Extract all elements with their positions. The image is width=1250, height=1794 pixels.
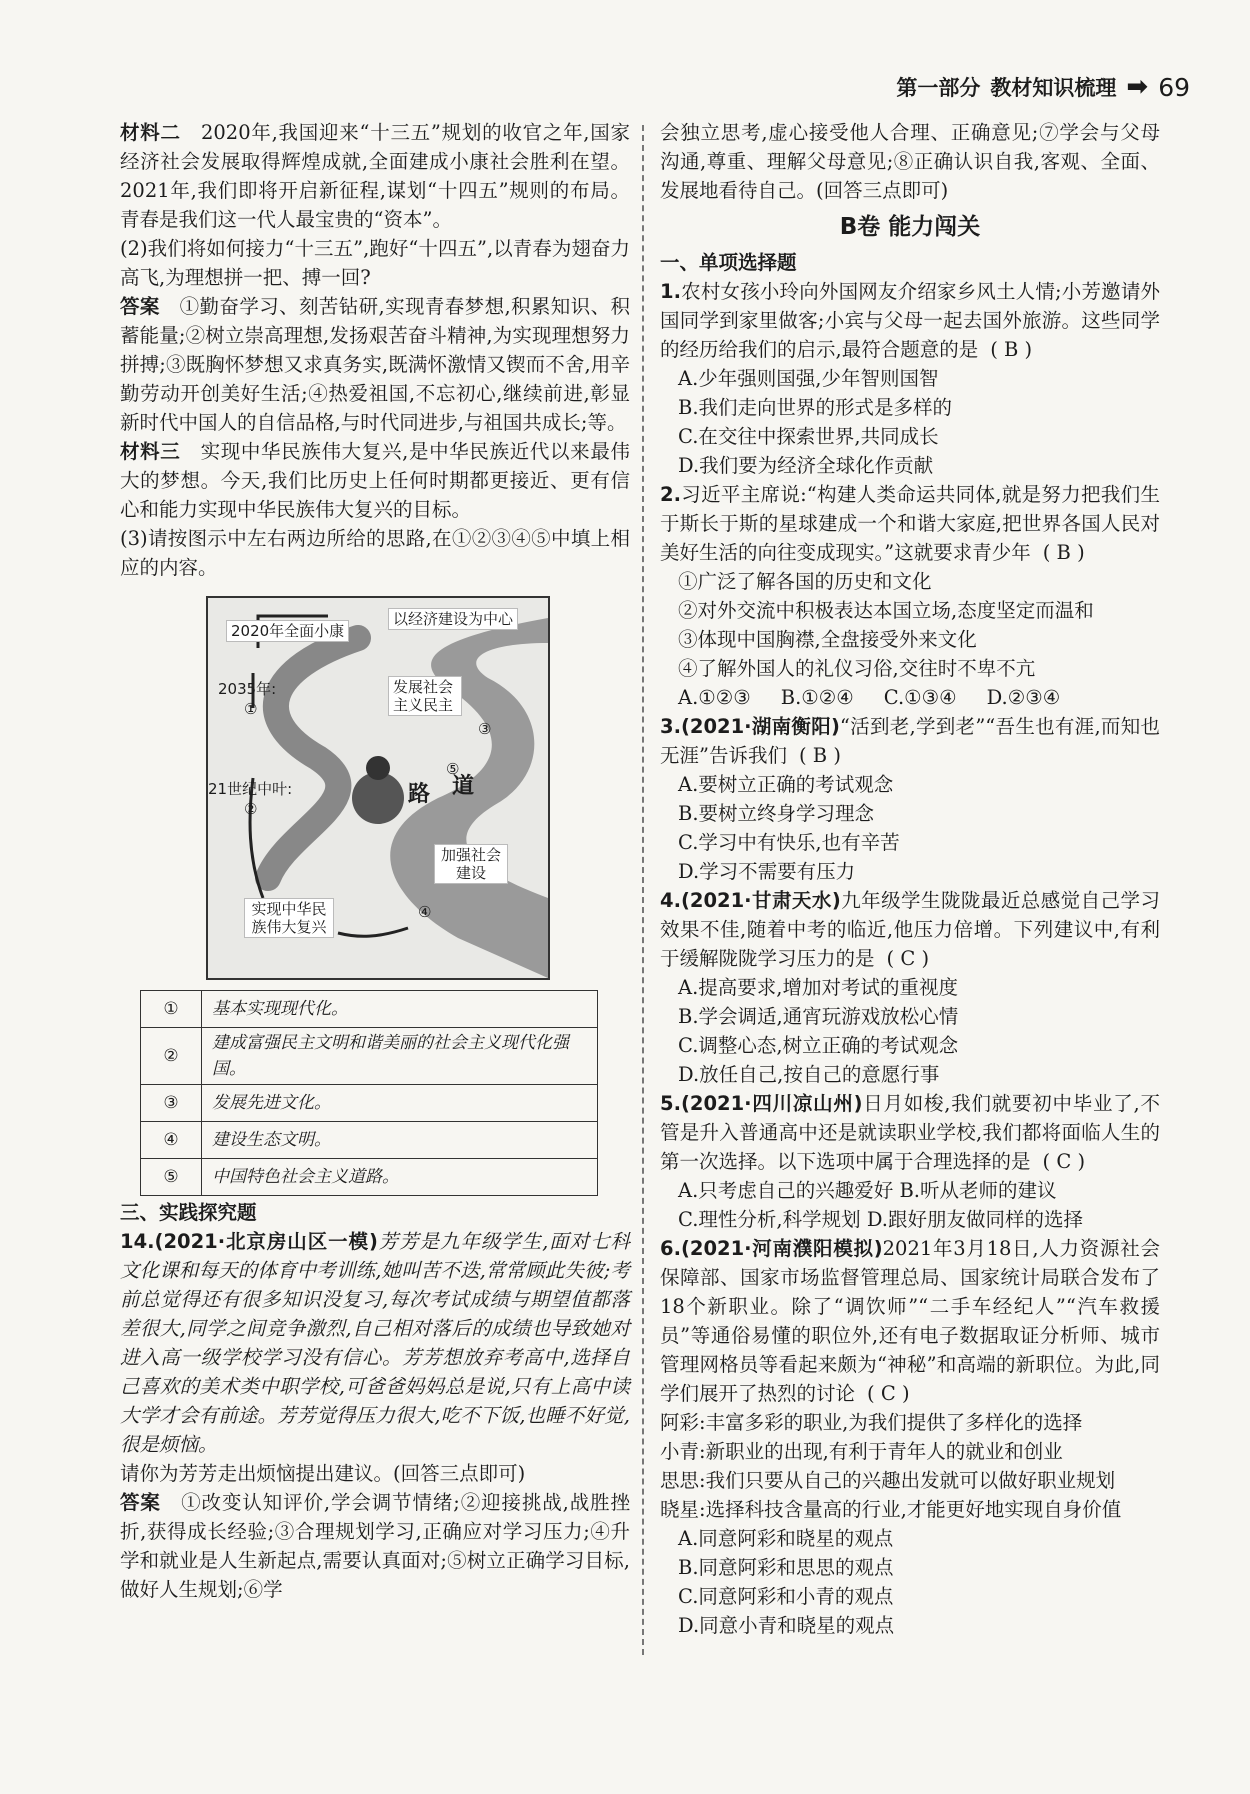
column-divider <box>642 125 644 1655</box>
q2-statement-1: ①广泛了解各国的历史和文化 <box>678 570 932 593</box>
q6-option-d: D.同意小青和晓星的观点 <box>678 1614 895 1637</box>
material-2-text: 2020年,我国迎来“十三五”规划的收官之年,国家经济社会发展取得辉煌成就,全面建成小康社会胜利在望。2021年,我们即将开启新征程,谋划“十四五”规则的布局。青春是我们这一代人最宝贵的“资本”。 <box>120 121 630 231</box>
q4-stem <box>660 886 1160 973</box>
header-title: 教材知识梳理 <box>990 76 1117 100</box>
q4-text: 九年级学生陇陇最近总感觉自己学习效果不佳,随着中考的临近,他压力倍增。下列建议中,有利于缓解陇陇学习压力的是 <box>660 889 1160 970</box>
answer-label: 答案 <box>120 1491 161 1514</box>
header-section: 第一部分 <box>896 76 981 100</box>
arrow-right-icon: ➡ <box>1126 72 1149 102</box>
q3-stem <box>660 712 1160 770</box>
table-cell-answer: 中国特色社会主义道路。 <box>202 1159 598 1196</box>
q5-source: (2021·四川凉山州) <box>680 1092 863 1115</box>
arrow-path-bottom <box>338 928 408 936</box>
q3-option-c: C.学习中有快乐,也有辛苦 <box>678 831 900 854</box>
q14-ask: 请你为芳芳走出烦恼提出建议。(回答三点即可) <box>120 1462 526 1485</box>
table-cell-answer: 发展先进文化。 <box>202 1085 598 1122</box>
label-2035: 2035年: <box>218 680 277 698</box>
q1-option-b: B.我们走向世界的形式是多样的 <box>678 396 953 419</box>
q5-options-ab: A.只考虑自己的兴趣爱好 B.听从老师的建议 <box>678 1179 1057 1202</box>
q2-option-d: D.②③④ <box>986 686 1061 709</box>
q2-number: 2. <box>660 483 681 506</box>
answer-14 <box>120 1488 630 1604</box>
table-cell-answer: 建成富强民主文明和谐美丽的社会主义现代化强国。 <box>202 1028 598 1085</box>
q4-answer: ( C ) <box>886 947 930 970</box>
question-14 <box>120 1227 630 1459</box>
table-row <box>141 1122 598 1159</box>
q6-text: 2021年3月18日,人力资源社会保障部、国家市场监督管理总局、国家统计局联合发布了18个新职业。除了“调饮师”“二手车经纪人”“汽车救援员”等通俗易懂的职位外,还有电子数据取证分析师、城市管理网格员等看起来颇为“神秘”和高端的新职位。为此,同学们展开了热烈的讨论 <box>660 1237 1160 1405</box>
q6-view-acai: 阿彩:丰富多彩的职业,为我们提供了多样化的选择 <box>660 1411 1083 1434</box>
material-2-label: 材料二 <box>120 121 181 144</box>
table-cell-num: ④ <box>141 1122 202 1159</box>
material-3-text: 实现中华民族伟大复兴,是中华民族近代以来最伟大的梦想。今天,我们比历史上任何时期都更接近、更有信心和能力实现中华民族伟大复兴的目标。 <box>120 440 630 521</box>
table-cell-num: ⑤ <box>141 1159 202 1196</box>
q5-stem <box>660 1089 1160 1176</box>
label-democracy: 发展社会主义民主 <box>388 676 462 716</box>
fill-table <box>140 990 598 1196</box>
table-row <box>141 1159 598 1196</box>
q1-answer: ( B ) <box>990 338 1033 361</box>
label-21st-century: 21世纪中叶: <box>208 780 293 798</box>
q2-option-b: B.①②④ <box>780 686 854 709</box>
q6-option-a: A.同意阿彩和晓星的观点 <box>678 1527 894 1550</box>
circle-2: ② <box>244 800 258 818</box>
q3-option-a: A.要树立正确的考试观念 <box>678 773 894 796</box>
q14-text: 芳芳是九年级学生,面对七科文化课和每天的体育中考训练,她叫苦不迭,常常顾此失彼;考前总觉得还有很多知识没复习,每次考试成绩与期望值都落差很大,同学之间竞争激烈,自己相对落后的成绩也导致她对进入高一级学校学习没有信心。芳芳想放弃考高中,选择自己喜欢的美术类中职学校,可爸爸妈妈总是说,只有上高中读大学才会有前途。芳芳觉得压力很大,吃不下饭,也睡不好觉,很是烦恼。 <box>120 1230 630 1456</box>
q3-number: 3. <box>660 715 681 738</box>
label-economy-center: 以经济建设为中心 <box>388 608 518 630</box>
q3-answer: ( B ) <box>798 744 841 767</box>
material-3-label: 材料三 <box>120 440 181 463</box>
q1-option-c: C.在交往中探索世界,共同成长 <box>678 425 939 448</box>
table-cell-answer: 建设生态文明。 <box>202 1122 598 1159</box>
q2-option-c: C.①③④ <box>883 686 957 709</box>
answer-2 <box>120 292 630 437</box>
q6-view-sisi: 思思:我们只要从自己的兴趣出发就可以做好职业规划 <box>660 1469 1116 1492</box>
q3-text: “活到老,学到老”“吾生也有涯,而知也无涯”告诉我们 <box>660 715 1160 767</box>
question-5-choice <box>660 1089 1160 1234</box>
q1-option-d: D.我们要为经济全球化作贡献 <box>678 454 934 477</box>
table-cell-num: ① <box>141 991 202 1028</box>
road-char-dao: 道 <box>452 774 475 799</box>
q6-answer: ( C ) <box>867 1382 910 1405</box>
left-column <box>120 118 630 1604</box>
question-4-choice <box>660 886 1160 1089</box>
section-practice: 三、实践探究题 <box>120 1201 257 1224</box>
q6-number: 6. <box>660 1237 681 1260</box>
q3-source: (2021·湖南衡阳) <box>680 715 840 738</box>
circle-3: ③ <box>478 720 492 738</box>
right-column <box>660 118 1160 1640</box>
q14-number: 14. <box>120 1230 155 1253</box>
q3-option-d: D.学习不需要有压力 <box>678 860 856 883</box>
section-b-title: B卷 能力闯关 <box>839 214 981 240</box>
q4-source: (2021·甘肃天水) <box>680 889 841 912</box>
table-row <box>141 991 598 1028</box>
q5-text: 日月如梭,我们就要初中毕业了,不管是升入普通高中还是就读职业学校,我们都将面临人生的第一次选择。以下选项中属于合理选择的是 <box>660 1092 1160 1173</box>
table-row <box>141 1028 598 1085</box>
q1-option-a: A.少年强则国强,少年智则国智 <box>678 367 939 390</box>
circle-4: ④ <box>418 903 432 921</box>
page-header <box>896 72 1190 102</box>
label-society: 加强社会建设 <box>434 844 508 884</box>
road-char-lu: 路 <box>408 782 431 807</box>
question-3: (3)请按图示中左右两边所给的思路,在①②③④⑤中填上相应的内容。 <box>120 527 630 579</box>
q6-stem <box>660 1234 1160 1408</box>
runner-head <box>366 756 390 780</box>
q2-statement-3: ③体现中国胸襟,全盘接受外来文化 <box>678 628 977 651</box>
q2-option-a: A.①②③ <box>678 686 751 709</box>
q2-statement-2: ②对外交流中积极表达本国立场,态度坚定而温和 <box>678 599 1094 622</box>
road-diagram <box>206 596 550 980</box>
q4-option-c: C.调整心态,树立正确的考试观念 <box>678 1034 959 1057</box>
q2-answer: ( B ) <box>1042 541 1085 564</box>
material-2 <box>120 118 630 234</box>
answer-label: 答案 <box>120 295 160 318</box>
q4-option-a: A.提高要求,增加对考试的重视度 <box>678 976 958 999</box>
question-3-choice <box>660 712 1160 886</box>
q4-option-b: B.学会调适,通宵玩游戏放松心情 <box>678 1005 959 1028</box>
q4-option-d: D.放任自己,按自己的意愿行事 <box>678 1063 940 1086</box>
answer-14-continued: 会独立思考,虚心接受他人合理、正确意见;⑦学会与父母沟通,尊重、理解父母意见;⑧正确认识自我,客观、全面、发展地看待自己。(回答三点即可) <box>660 121 1160 202</box>
answer-14-text: ①改变认知评价,学会调节情绪;②迎接挑战,战胜挫折,获得成长经验;③合理规划学习,正确应对学习压力;④升学和就业是人生新起点,需要认真面对;⑤树立正确学习目标,做好人生规划;⑥学 <box>120 1491 630 1601</box>
circle-1: ① <box>244 700 258 718</box>
label-2020: 2020年全面小康 <box>226 620 349 642</box>
page-number: 69 <box>1158 72 1190 102</box>
question-2-choice <box>660 480 1160 712</box>
label-rejuvenation: 实现中华民族伟大复兴 <box>244 898 334 938</box>
table-cell-answer: 基本实现现代化。 <box>202 991 598 1028</box>
q2-statement-4: ④了解外国人的礼仪习俗,交往时不卑不亢 <box>678 657 1036 680</box>
q6-view-xiaoxing: 晓星:选择科技含量高的行业,才能更好地实现自身价值 <box>660 1498 1122 1521</box>
question-2: (2)我们将如何接力“十三五”,跑好“十四五”,以青春为翅奋力高飞,为理想拼一把、搏一回? <box>120 237 630 289</box>
material-3 <box>120 437 630 524</box>
q5-answer: ( C ) <box>1042 1150 1086 1173</box>
q1-number: 1. <box>660 280 681 303</box>
table-row <box>141 1085 598 1122</box>
table-cell-num: ③ <box>141 1085 202 1122</box>
question-6-choice <box>660 1234 1160 1640</box>
q3-option-b: B.要树立终身学习理念 <box>678 802 875 825</box>
q6-view-xiaoqing: 小青:新职业的出现,有利于青年人的就业和创业 <box>660 1440 1063 1463</box>
circle-5: ⑤ <box>446 760 460 778</box>
q2-text: 习近平主席说:“构建人类命运共同体,就是努力把我们生于斯长于斯的星球建成一个和谐大家庭,把世界各国人民对美好生活的向往变成现实。”这就要求青少年 <box>660 483 1160 564</box>
q1-text: 农村女孩小玲向外国网友介绍家乡风土人情;小芳邀请外国同学到家里做客;小宾与父母一起去国外旅游。这些同学的经历给我们的启示,最符合题意的是 <box>660 280 1160 361</box>
q2-stem <box>660 480 1160 567</box>
q14-source: (2021·北京房山区一模) <box>154 1230 378 1253</box>
q2-options <box>660 683 1160 712</box>
q6-option-b: B.同意阿彩和思思的观点 <box>678 1556 894 1579</box>
q5-number: 5. <box>660 1092 681 1115</box>
q6-source: (2021·河南濮阳模拟) <box>680 1237 883 1260</box>
section-single-choice: 一、单项选择题 <box>660 251 797 274</box>
q5-options-cd: C.理性分析,科学规划 D.跟好朋友做同样的选择 <box>678 1208 1083 1231</box>
answer-2-text: ①勤奋学习、刻苦钻研,实现青春梦想,积累知识、积蓄能量;②树立崇高理想,发扬艰苦奋斗精神,为实现理想努力拼搏;③既胸怀梦想又求真务实,既满怀激情又锲而不舍,用辛勤劳动开创美好生活;④热爱祖国,不忘初心,继续前进,彰显新时代中国人的自信品格,与时代同进步,与祖国共成长;等。 <box>120 295 630 434</box>
q1-stem <box>660 277 1160 364</box>
road-curve <box>268 638 358 878</box>
table-cell-num: ② <box>141 1028 202 1085</box>
question-1 <box>660 277 1160 480</box>
q6-option-c: C.同意阿彩和小青的观点 <box>678 1585 894 1608</box>
q4-number: 4. <box>660 889 681 912</box>
